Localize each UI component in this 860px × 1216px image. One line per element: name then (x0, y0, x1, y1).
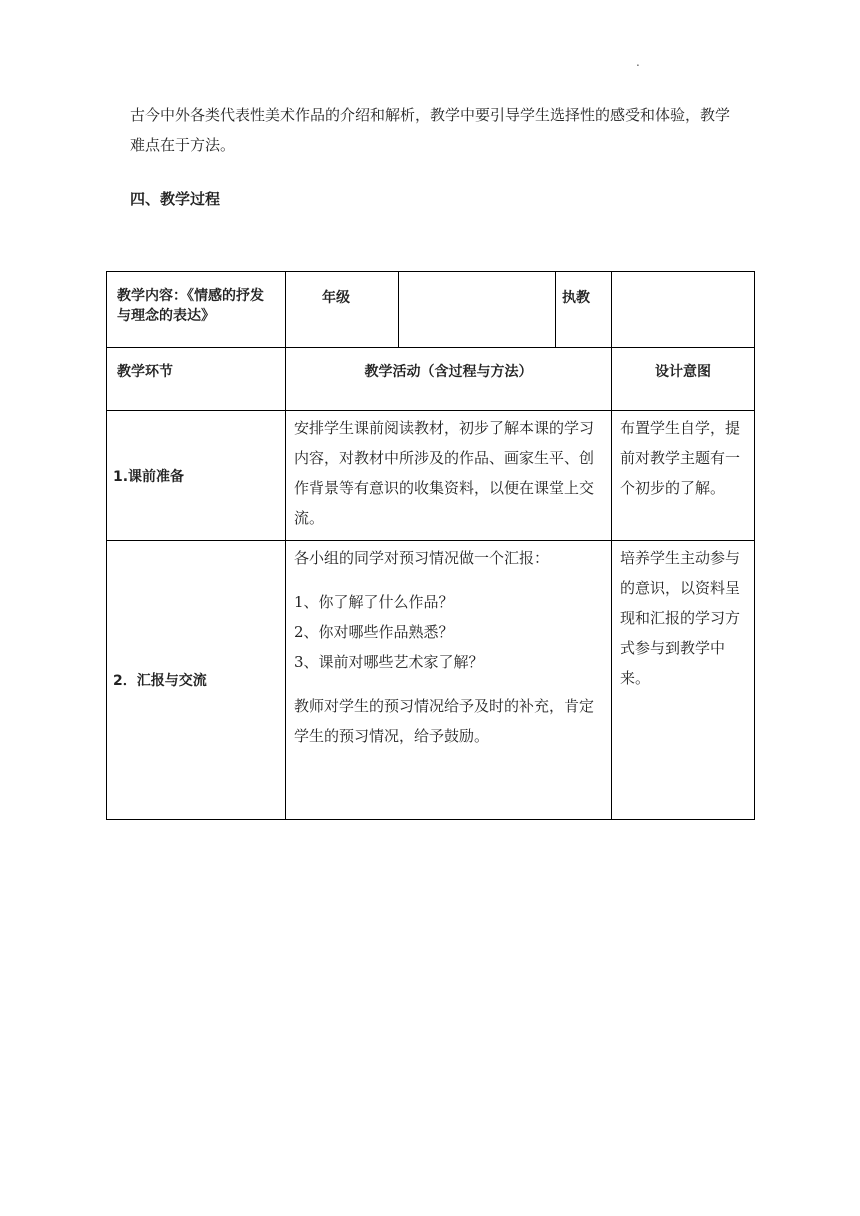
intent-column-header: 设计意图 (612, 348, 755, 411)
activity-line: 内容，对教材中所涉及的作品、画家生平、创 (294, 449, 595, 467)
table-row (107, 541, 755, 820)
spacer (294, 573, 603, 587)
table-header-row (107, 272, 755, 348)
activity-intro: 各小组的同学对预习情况做一个汇报： (294, 549, 550, 567)
intent-cell (612, 541, 755, 820)
section-heading: 四、教学过程 (130, 190, 221, 208)
stage-label: 2．汇报与交流 (113, 673, 207, 689)
intent-line: 式参与到教学中 (620, 639, 726, 657)
intent-line: 布置学生自学，提 (620, 419, 741, 437)
activity-cell (286, 411, 612, 541)
topic-cell (107, 272, 286, 348)
stage-cell (107, 541, 286, 820)
question-item: 1、你了解了什么作品？ (294, 593, 454, 611)
activity-line: 学生的预习情况，给予鼓励。 (294, 727, 490, 745)
grade-value-cell (399, 272, 556, 348)
table-row (107, 411, 755, 541)
activity-line: 作背景等有意识的收集资料，以便在课堂上交 (294, 479, 595, 497)
intent-line: 培养学生主动参与 (620, 549, 741, 567)
topic-line: 教学内容：《情感的抒发 (117, 288, 264, 304)
stage-column-header: 教学环节 (107, 348, 286, 411)
intent-line: 来。 (620, 669, 651, 687)
intent-line: 个初步的了解。 (620, 479, 726, 497)
intent-line: 现和汇报的学习方 (620, 609, 741, 627)
activity-line: 流。 (294, 509, 325, 527)
question-item: 3、课前对哪些艺术家了解？ (294, 653, 484, 671)
activity-line: 教师对学生的预习情况给予及时的补充，肯定 (294, 697, 595, 715)
intro-paragraph (130, 100, 740, 160)
intro-line: 古今中外各类代表性美术作品的介绍和解析，教学中要引导学生选择性的感受和体验，教学 (130, 106, 731, 124)
intent-line: 前对教学主题有一 (620, 449, 741, 467)
question-item: 2、你对哪些作品熟悉？ (294, 623, 454, 641)
intent-cell (612, 411, 755, 541)
intent-line: 的意识，以资料呈 (620, 579, 741, 597)
activity-line: 安排学生课前阅读教材，初步了解本课的学习 (294, 419, 595, 437)
teacher-value-cell (612, 272, 755, 348)
teacher-label: 执教 (556, 272, 612, 348)
page-marker: . (636, 55, 640, 69)
stage-label: 1.课前准备 (113, 468, 185, 485)
grade-label: 年级 (286, 272, 399, 348)
activity-cell (286, 541, 612, 820)
topic-line: 与理念的表达》 (117, 308, 215, 324)
spacer (294, 677, 603, 691)
stage-cell (107, 411, 286, 541)
activity-column-header: 教学活动（含过程与方法） (286, 348, 612, 411)
intro-line: 难点在于方法。 (130, 136, 236, 154)
column-header-row (107, 348, 755, 411)
teaching-process-table (106, 271, 755, 820)
